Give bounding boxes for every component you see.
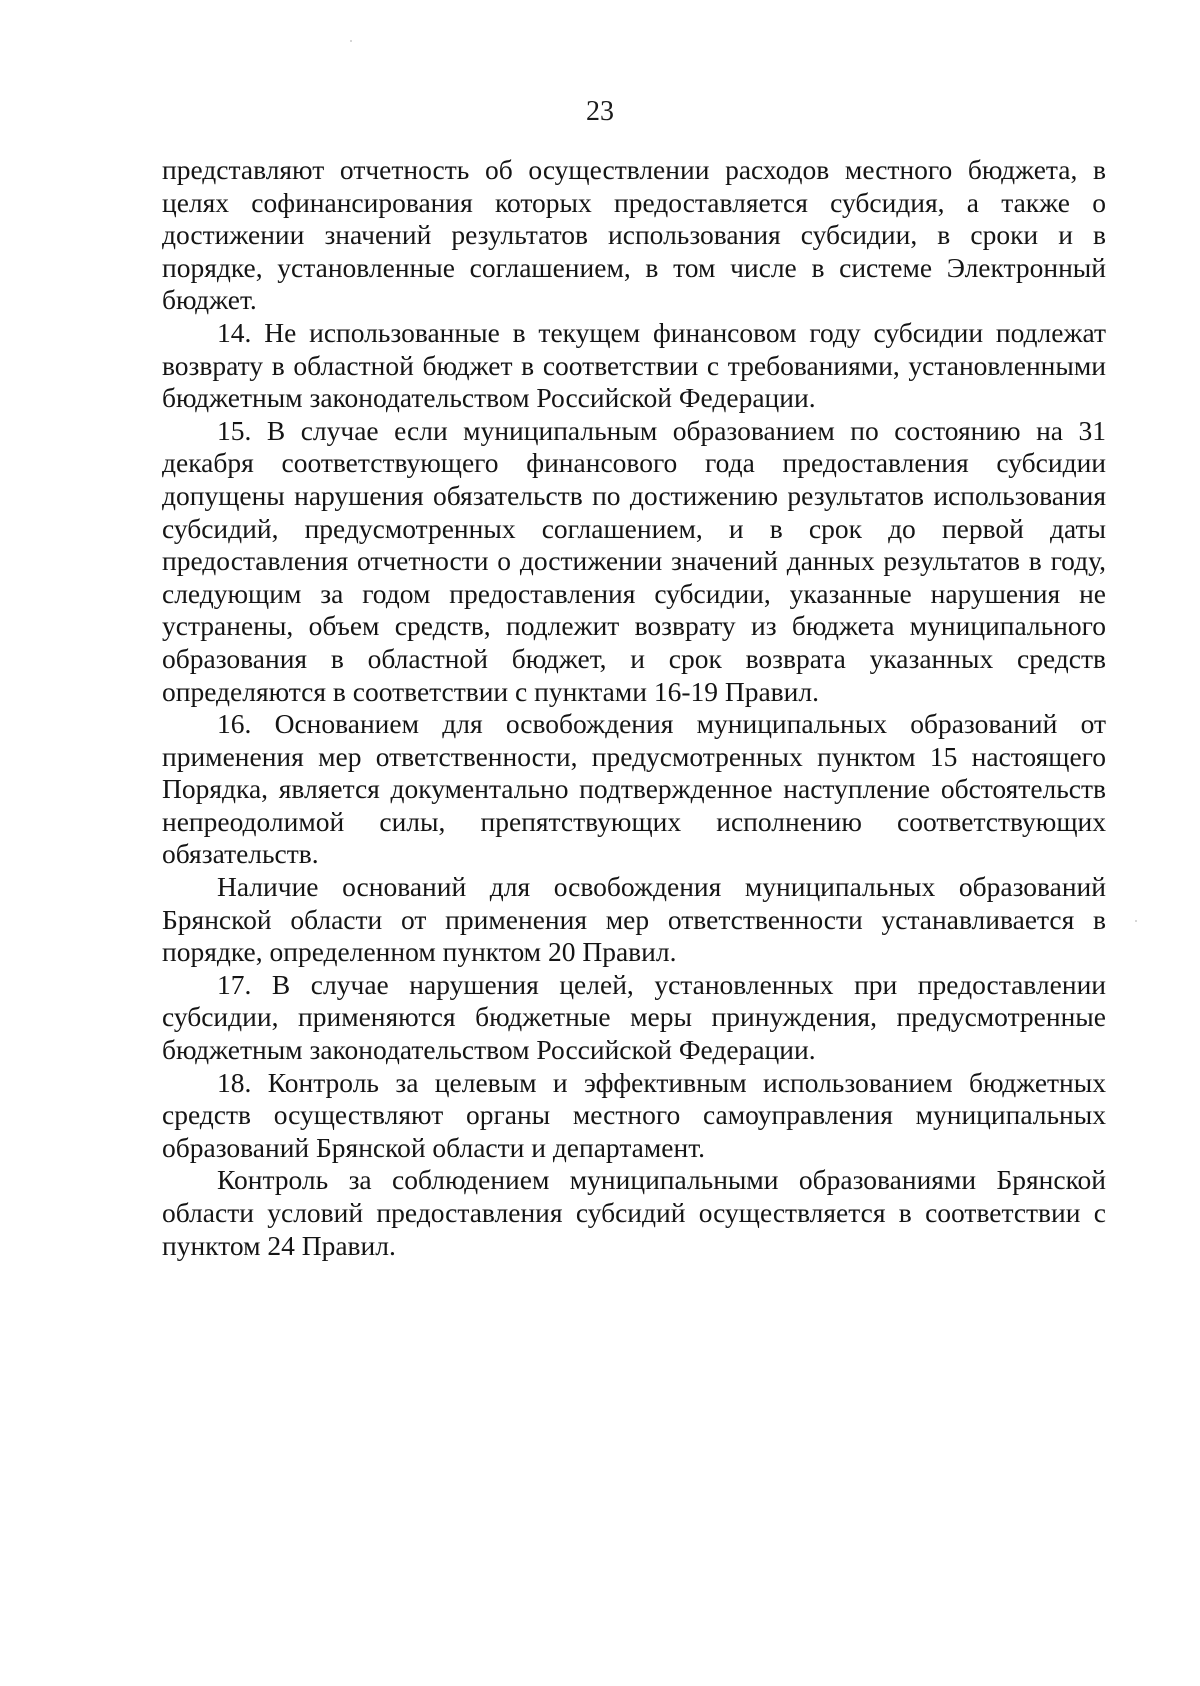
paragraph-item-18: 18. Контроль за целевым и эффективным использованием бюджетных средств осуществляют органы местного самоуправления муниципальных образований Брянской области и департамент. bbox=[162, 1066, 1106, 1163]
page-number: 23 bbox=[586, 96, 614, 127]
paragraph-item-16: 16. Основанием для освобождения муниципальных образований от применения мер ответственности, предусмотренных пунктом 15 настоящего Порядка, является документально подтвержденное наступление обстоятельств непреодолимой силы, препятствующих исполнению соответствующих обязательств. bbox=[162, 708, 1106, 870]
scan-speck bbox=[350, 40, 352, 42]
paragraph-item-17: 17. В случае нарушения целей, установленных при предоставлении субсидии, применяются бюджетные меры принуждения, предусмотренные бюджетным законодательством Российской Федерации. bbox=[162, 968, 1106, 1066]
paragraph-item-15: 15. В случае если муниципальным образованием по состоянию на 31 декабря соответствующего финансового года предоставления субсидии допущены нарушения обязательств по достижению результатов использования субсидий, предусмотренных соглашением, и в срок до первой даты предоставления отчетности о достижении значений данных результатов в году, следующим за годом предоставления субсидии, указанные нарушения не устранены, объем средств, подлежит возврату из бюджета муниципального образования в областной бюджет, и срок возврата указанных средств определяются в соответствии с пунктами 16-19 Правил. bbox=[162, 414, 1106, 707]
paragraph-continuation: представляют отчетность об осуществлении расходов местного бюджета, в целях софинансирования которых предоставляется субсидия, а также о достижении значений результатов использования субсидии, в сроки и в порядке, установленные соглашением, в том числе в системе Электронный бюджет. bbox=[162, 154, 1106, 316]
paragraph-grounds-exemption: Наличие оснований для освобождения муниципальных образований Брянской области от применения мер ответственности устанавливается в порядке, определенном пунктом 20 Правил. bbox=[162, 871, 1106, 968]
paragraph-control-compliance: Контроль за соблюдением муниципальными образованиями Брянской области условий предоставления субсидий осуществляется в соответствии с пунктом 24 Правил. bbox=[162, 1164, 1106, 1261]
document-body bbox=[162, 154, 1106, 1262]
paragraph-item-14: 14. Не использованные в текущем финансовом году субсидии подлежат возврату в областной бюджет в соответствии с требованиями, установленными бюджетным законодательством Российской Федерации. bbox=[162, 316, 1106, 414]
scan-speck bbox=[1135, 920, 1137, 922]
